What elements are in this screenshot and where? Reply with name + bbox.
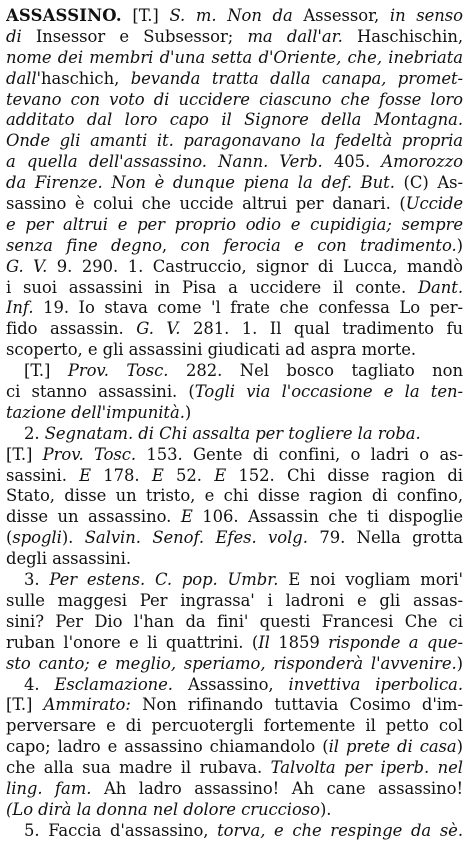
headword: ASSASSINO. [6, 6, 122, 25]
text-segment: ) [456, 653, 463, 673]
text-segment: Dant. [417, 277, 463, 297]
text-segment: E [151, 465, 177, 485]
entry-line [6, 591, 463, 612]
text-segment: 281. 1. Il qual tradimento fu [192, 319, 463, 339]
entry-line [6, 48, 463, 69]
entry-line [6, 486, 463, 507]
text-segment: ) [456, 737, 463, 757]
text-segment: Insessor e Subsessor; [35, 26, 248, 46]
text-segment: che alla sua madre il rubava. [6, 758, 271, 778]
entry-line [6, 173, 463, 194]
text-segment: S. m. Non da [169, 6, 304, 25]
text-segment: ) [456, 235, 463, 255]
text-segment: 178. [103, 465, 152, 485]
text-segment: ci stanno assassini. ( [6, 382, 195, 402]
text-segment: 4. [24, 674, 55, 694]
text-segment: ( [6, 799, 13, 819]
text-segment: E [214, 465, 239, 485]
text-segment: bevanda tratta dalla canapa, promet- [130, 68, 463, 88]
text-segment: Assessor, [303, 6, 390, 25]
entry-line [6, 403, 463, 424]
entry-line [6, 737, 463, 758]
text-segment: 19. Io stava come 'l frate che confessa Lo per- [43, 298, 463, 318]
text-segment: Uccide [405, 194, 463, 214]
text-segment: [T.] [6, 444, 43, 464]
entry-line [6, 800, 463, 821]
text-segment: sini? Per Dio l'han da fini' questi Francesi Che ci [6, 611, 463, 631]
text-segment: Amorozzo [381, 152, 463, 172]
text-segment: di [6, 26, 36, 46]
text-segment: 1859 [278, 632, 329, 652]
text-segment: fido assassin. [6, 319, 137, 339]
entry-line [6, 319, 463, 340]
text-segment: Haschischin, [357, 26, 463, 46]
entry-line [6, 821, 463, 842]
text-segment: ). [319, 799, 332, 819]
entry-line [6, 633, 463, 654]
entry-line [6, 6, 463, 27]
text-segment: 5. [24, 820, 49, 840]
entry-line [6, 445, 463, 466]
entry-line [6, 716, 463, 737]
text-segment: Esclamazione. [54, 674, 188, 694]
text-segment: perversare e di percuotergli fortemente il petto col [6, 716, 463, 736]
text-segment: capo; ladro e assassino chiamandolo ( [6, 737, 329, 757]
text-segment: torva, e che respinge da sè. [217, 820, 463, 840]
text-segment: sulle maggesi Per ingrassa' i ladroni e gli assas- [6, 590, 463, 610]
text-segment: 405. [333, 152, 382, 172]
entry-line [6, 278, 463, 299]
text-segment: ). [61, 528, 85, 548]
text-segment: sassini. [6, 465, 80, 485]
text-segment: E noi vogliam mori' [288, 570, 463, 590]
text-segment: nome dei membri d'una setta d'Oriente, che, inebriata [6, 47, 463, 67]
entry-line [6, 69, 463, 90]
entry-line [6, 695, 463, 716]
text-segment: 3. [24, 570, 50, 590]
text-segment: a quella dell'assassino. Nann. Verb. [6, 152, 334, 172]
entry-line [6, 257, 463, 278]
text-segment: invettiva iperbolica. [288, 674, 463, 694]
text-segment: Ah ladro assassino! Ah cane assassino! [103, 778, 463, 798]
text-segment: scoperto, e gli assassini giudicati ad aspra morte. [6, 340, 417, 360]
text-segment: senza fine degno [6, 235, 162, 255]
entry-line [6, 570, 463, 591]
text-segment: [T.] [6, 695, 44, 715]
text-segment: Segnatam. di Chi assalta per togliere la roba. [44, 423, 421, 443]
entry-line [6, 528, 463, 549]
text-segment: G. V. [136, 319, 193, 339]
text-segment: dall' [6, 68, 42, 88]
text-segment: spogli [12, 528, 62, 548]
text-segment: ) [184, 402, 192, 422]
text-segment: Salvin. Senof. Efes. volg. [84, 528, 320, 548]
text-segment: disse un assassino. [6, 507, 181, 527]
text-segment: 79. Nella grotta [319, 528, 463, 548]
text-segment: con ferocia e con tradimento. [180, 235, 457, 255]
entry-line [6, 758, 463, 779]
text-segment: e per altrui e per proprio odio e cupidigia; sempre [6, 214, 463, 234]
entry-line [6, 110, 463, 131]
text-segment: E [180, 507, 203, 527]
text-segment: ma dall'ar. [247, 26, 357, 46]
entry-line [6, 90, 463, 111]
text-segment: Prov. Tosc. [42, 444, 147, 464]
text-segment: Inf. [6, 298, 44, 318]
entry-line [6, 298, 463, 319]
text-segment: ling. fam. [6, 778, 104, 798]
text-segment: additato dal loro capo il Signore della Montagna. [6, 110, 463, 130]
entry-line [6, 382, 463, 403]
text-segment: Non rifinando tuttavia Cosimo d'im- [142, 695, 463, 715]
text-segment: il prete di casa [328, 737, 457, 757]
entry-line [6, 779, 463, 800]
text-segment: [T.] [121, 6, 170, 25]
text-segment: Prov. Tosc. [67, 361, 186, 381]
entry-line [6, 194, 463, 215]
text-segment: 153. Gente di confini, o ladri o as- [146, 444, 463, 464]
text-segment: haschich, [41, 68, 131, 88]
text-segment: Per estens. C. pop. Umbr. [49, 570, 289, 590]
text-segment: ( [6, 528, 13, 548]
entry-line [6, 361, 463, 382]
text-segment: 52. [176, 465, 215, 485]
entry-line [6, 612, 463, 633]
text-segment: Faccia d'assassino, [48, 820, 218, 840]
entry-line [6, 340, 463, 361]
entry-line [6, 507, 463, 528]
entry-line [6, 131, 463, 152]
text-segment: G. V. [6, 256, 57, 276]
text-segment: da Firenze. Non è dunque piena la def. But. [6, 173, 404, 193]
text-segment: (C) As- [403, 173, 463, 193]
text-segment: Togli via l'occasione e la ten- [194, 382, 463, 402]
text-segment: in senso [389, 6, 463, 25]
text-segment: 106. Assassin che ti dispoglie [202, 507, 463, 527]
text-segment: tevano con voto di uccidere ciascuno che fosse loro [6, 89, 463, 109]
entry-line [6, 466, 463, 487]
text-segment: sto canto; e meglio, speriamo, risponderà l'avvenire. [6, 653, 457, 673]
text-segment: Onde gli amanti it. paragonavano la fedeltà propria [6, 131, 463, 151]
text-segment: Lo dirà la donna nel dolore cruccioso [12, 799, 320, 819]
entry-line [6, 549, 463, 570]
entry-line [6, 236, 463, 257]
text-segment: tazione dell'impunità. [6, 402, 185, 422]
text-segment: E [79, 465, 104, 485]
text-segment: 282. Nel bosco tagliato non [185, 361, 463, 381]
text-segment: Assassino, [187, 674, 289, 694]
text-segment: i suoi assassini in Pisa a uccidere il conte. [6, 277, 418, 297]
text-segment: [T.] [24, 361, 68, 381]
text-segment: risponde a que- [328, 632, 463, 652]
entry-line [6, 675, 463, 696]
text-segment: Ammirato: [43, 695, 143, 715]
entry-line [6, 27, 463, 48]
text-segment: degli assassini. [6, 549, 132, 569]
text-segment: 2. [24, 423, 45, 443]
text-segment: Talvolta per iperb. nel [270, 758, 463, 778]
text-segment: sassino è colui che uccide altrui per danari. ( [6, 194, 406, 214]
text-segment: , [161, 235, 181, 255]
text-segment: ruban l'onore e li quattrini. ( [6, 632, 259, 652]
text-segment: 152. Chi disse ragion di [238, 465, 463, 485]
text-segment: 9. 290. 1. Castruccio, signor di Lucca, mandò [56, 256, 463, 276]
text-segment: Stato, disse un tristo, e chi disse ragion di confino, [6, 486, 463, 506]
entry-line [6, 215, 463, 236]
entry-line [6, 424, 463, 445]
text-segment: Il [258, 632, 279, 652]
entry-line [6, 654, 463, 675]
entry-line [6, 152, 463, 173]
